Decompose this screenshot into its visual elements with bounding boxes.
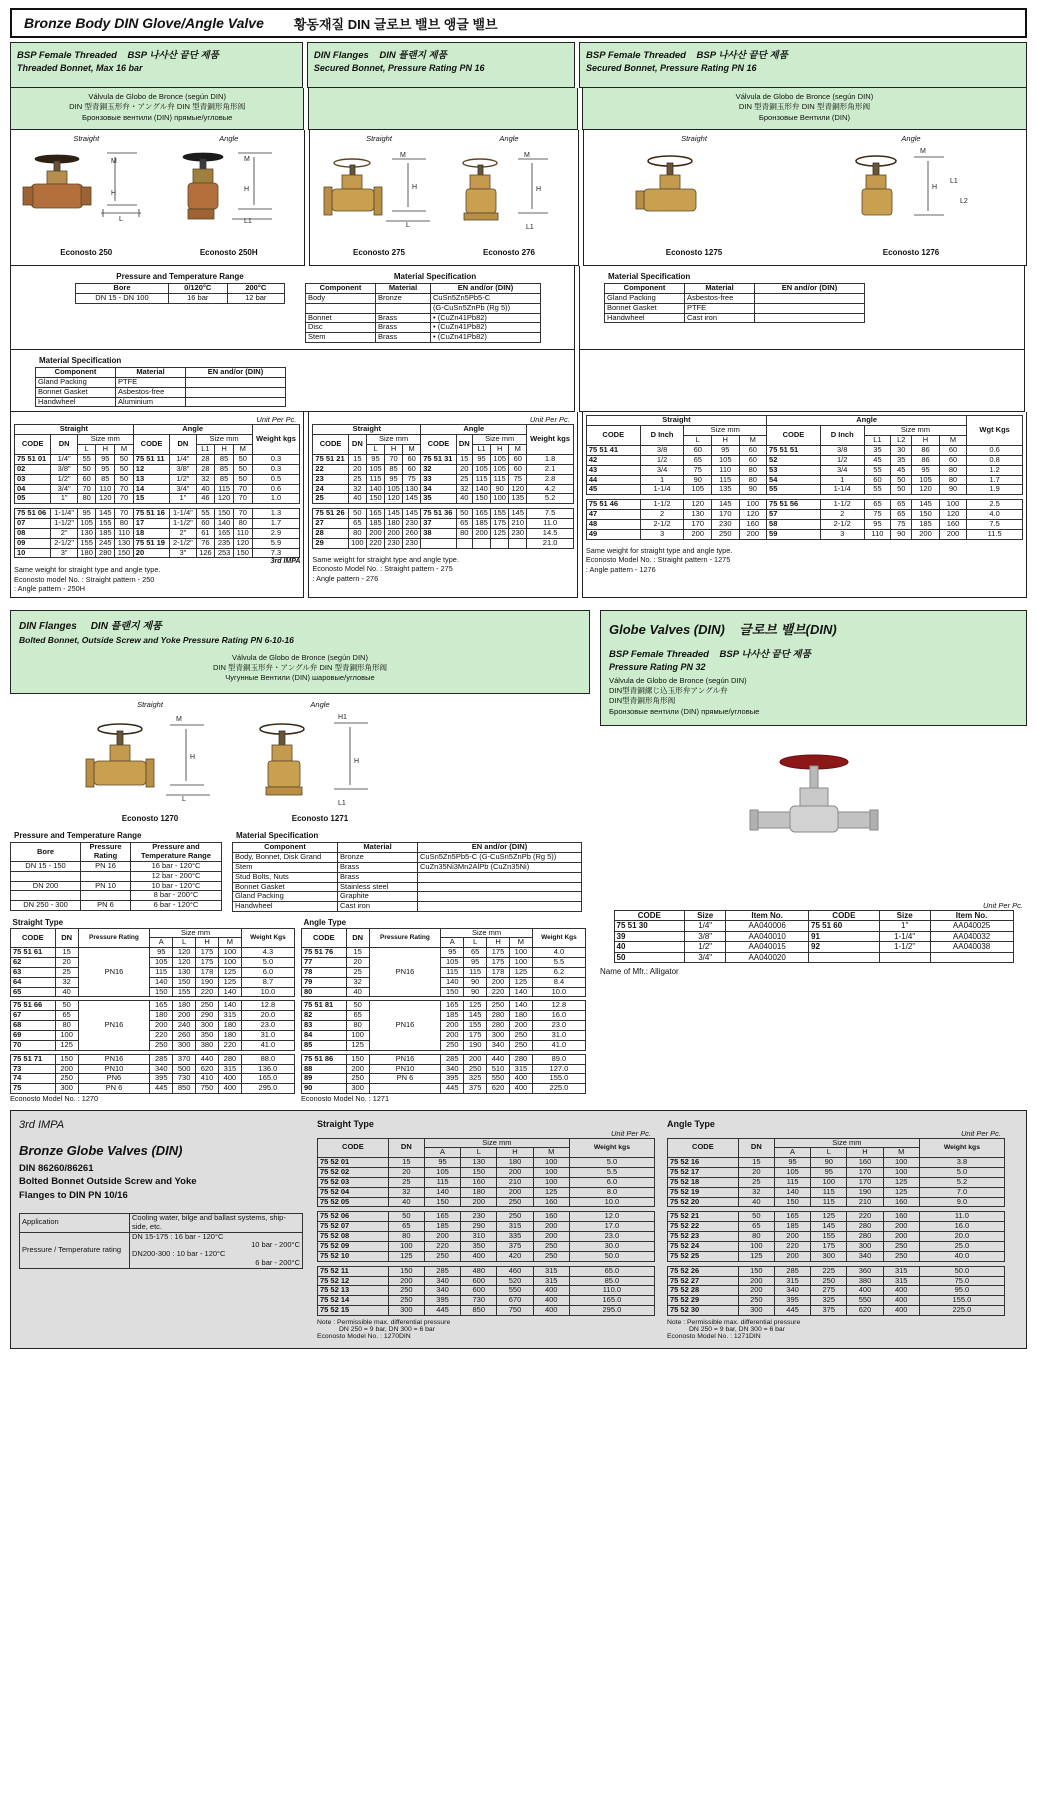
material-1-table: Component Material EN and/or (DIN) Body Bronze CuSn5Zn5Pb5-C (G-CuSn5ZnPb (Rg 5)) Bonnet Brass • (CuZn41Pb82) Disc Brass • (CuZn41Pb82) Stem Brass • (CuZn41Pb82)	[305, 283, 541, 343]
svg-text:M: M	[111, 158, 117, 165]
table-row: 75 52 26 150 285 225 360 315 50.0	[668, 1266, 1005, 1276]
impa-note-left: Note : Permissible max. differential pressure DN 250 = 9 bar, DN 300 = 6 bar Econosto Model No. : 1270DIN	[317, 1318, 451, 1340]
globe-din-l2-kr: BSP 나사산 끝단 제품	[719, 648, 811, 660]
table-row: 68 80 200 240 300 180 23.0	[11, 1021, 295, 1031]
table-row: 75 52 21 50 165 125 220 160 11.0	[668, 1212, 1005, 1222]
table-row: 75 51 41 3/8 60 95 60 75 51 51 3/8 35 30 86 60 0.6	[586, 445, 1022, 455]
din-flanges-l2: Bolted Bonnet, Outside Screw and Yoke Pressure Rating PN 6-10-16	[19, 634, 294, 645]
table-row: Stud Bolts, Nuts Brass	[233, 872, 582, 882]
table-1270-row	[10, 918, 590, 1103]
unit-per-pc-250: Unit Per Pc.	[256, 415, 297, 425]
table-row: 75 52 14 250 395 730 670 400 165.0	[318, 1296, 655, 1306]
section-2	[10, 610, 1027, 1104]
table-row: 12 bar - 200°C	[11, 871, 222, 881]
figure-caption-276: Econosto 276	[482, 248, 535, 257]
table-row: 75 52 11 150 285 480 460 315 65.0	[318, 1266, 655, 1276]
spec-row-2-right-spacer	[579, 350, 1025, 412]
table-row: 75 52 17 20 105 95 170 100 5.0	[668, 1168, 1005, 1178]
svg-text:L: L	[119, 216, 123, 223]
table-row: 75 52 27 200 315 250 380 315 75.0	[668, 1276, 1005, 1286]
table-row: 64 32 140 150 190 125 8.7	[11, 977, 295, 987]
header-col-2	[307, 42, 575, 88]
desc-strip-2	[308, 88, 577, 130]
figure-caption-1270: Econosto 1270	[121, 814, 179, 824]
table-row: 75 51 86 150 PN16 285 200 440 280 89.0	[302, 1054, 586, 1064]
dimension-table-250: Straight Angle Weight kgs CODE DN Size mm CODE DN Size mm L H M L1 H M 75 51 01 1/4" 55 95 50 75 51 11 1/4" 28 85 50 0.3 02 3/8" 50 95 50 12 3/8" 28 85 50 0.3 03 1/2" 60 85 50 13 1/2" 32 85 50 0.5 04 3/4" 70 110 70 14 3/4" 40 115 70 0.6 05 1" 80 120 70 15 1" 46 120 70 1.0 75 51 06 1-1/4" 95 145 70 75 51 16 1-1/4" 55 150 70 1.3 07 1-1/2" 105 155 80 17 1-1/2" 60 140 80 1.7 08 2" 130 185 110 18 2" 61 165 110 2.9 09 2-1/2" 155 245 130 75 51 19 2-1/2" 76 235 120 5.9 10 3" 180 280 150 20 3" 126 253 150 7.3	[14, 424, 300, 558]
table-row: 75 52 29 250 395 325 550 400 155.0	[668, 1296, 1005, 1306]
svg-text:M: M	[400, 152, 406, 159]
note-1271: Econosto Model No. : 1271	[301, 1094, 390, 1104]
figure-label-angle: Angle	[219, 134, 239, 143]
pt-range-1-title: Pressure and Temperature Range	[116, 272, 244, 281]
header-col-3-l2: Secured Bonnet, Pressure Rating PN 16	[586, 63, 757, 73]
figure-box-1275	[583, 130, 1027, 266]
table-row: 75 52 01 15 95 130 180 100 5.0	[318, 1158, 655, 1168]
header-col-1-kr: BSP 나사산 끝단 제품	[127, 50, 219, 61]
valve-drawing-1275	[624, 143, 754, 243]
table-row: 8 bar - 200°C	[11, 891, 222, 901]
table-row: 75 51 21 15 95 70 60 75 51 31 15 95 105 60 1.8	[313, 454, 573, 464]
top-header-row	[10, 42, 1027, 88]
header-col-2-en: DIN Flanges	[313, 50, 369, 61]
table-row: 45 1-1/4 105 135 90 55 1-1/4 55 50 120 90 1.9	[586, 485, 1022, 495]
svg-text:M: M	[243, 156, 250, 163]
table-row: 75 52 08 80 200 310 335 200 23.0	[318, 1232, 655, 1242]
table-row: 02 3/8" 50 95 50 12 3/8" 28 85 50 0.3	[15, 464, 300, 474]
table-row: 88 200 PN10 340 250 510 315 127.0	[302, 1064, 586, 1074]
figure-box-275	[309, 130, 579, 266]
table-row: Pressure / Temperature rating DN 15-175 : 16 bar - 120°C 10 bar - 200°C DN200-300 : 10 bar - 120°C 6 bar - 200°C	[20, 1232, 303, 1268]
table-row: 50 3/4" AA040020	[614, 952, 1013, 962]
note-1275: Same weight for straight type and angle type. Econosto Model No. : Straight pattern - 1275 : Angle pattern - 1276	[585, 545, 733, 574]
valve-drawing-276	[444, 143, 572, 243]
unit-per-pc-globe: Unit Per Pc.	[982, 900, 1023, 910]
impa-left	[11, 1111, 311, 1348]
svg-text:H: H	[190, 754, 196, 762]
globe-din-table: CODE Size Item No. CODE Size Item No. 75 51 30 1/4" AA040006 75 51 60 1" AA040025 39 3/8" AA040010 91 1-1/4" AA040032 40 1/2" AA040015 92 1-1/2" AA040038 50 3/4" AA040020	[614, 910, 1014, 963]
page-title	[10, 8, 1027, 38]
page-title-kr: 황동재질 DIN 글로브 밸브 앵글 밸브	[293, 16, 498, 32]
figure-label-straight: Straight	[73, 134, 100, 143]
impa-sub-1: Bolted Bonnet Outside Screw and Yoke	[19, 1176, 197, 1188]
note-275: Same weight for straight type and angle type. Econosto Model No. : Straight pattern - 275 : Angle pattern - 276	[312, 554, 459, 583]
dimension-table-1275: Straight Angle Wgt Kgs CODE D Inch Size mm CODE D Inch Size mm L H M L1 L2 H M 75 51 41 3/8 60 95 60 75 51 51 3/8 35 30 86 60 0.6 42 1/2 65 105 60 52 1/2 45 35 86 60 0.8 43 3/4 75 110 80 53 3/4 55 45 95 80 1.2 44 1 90 115 80 54 1 60 50 105 80 1.7 45 1-1/4 105 135 90 55 1-1/4 55 50 120 90 1.9 75 51 46 1-1/2 120 145 100 75 51 56 1-1/2 65 65 145 100 2.5 47 2 130 170 120 57 2 75 65 150 120 4.0 48 2-1/2 170 230 160 58 2-1/2 95 75 185 160 7.5 49 3 200 250 200 59 3 110 90 200 200 11.5	[586, 415, 1023, 539]
table-row: 75 52 20 40 150 115 210 160 9.0	[668, 1197, 1005, 1207]
table-row: 79 32 140 90 200 125 8.4	[302, 977, 586, 987]
globe-din-header: Globe Valves (DIN) 글로브 밸브(DIN) BSP Female Threaded BSP 나사산 끝단 제품 Pressure Rating PN 32 Válvula de Globo de Bronce (según DIN) DIN型青銅縲じ込玉形弁アングル弁 DIN型青銅形角形阀 Бронзовые вентили (DIN) прямые/угловые	[600, 610, 1027, 726]
dimension-tables-row	[10, 412, 1027, 597]
table-row: 77 20 105 95 175 100 5.5	[302, 958, 586, 968]
table-1271-angle: Angle Type CODE DN Pressure Rating Size mm Weight Kgs A L H M 75 51 76 15 PN16 95 65 175 100 4.0 77 20 105 95 175 100 5.5 78 25 115 115 178 125 6.2 79 32 140 90 200 125 8.4 80 40 150 90 220 140 10.0 75 51 81 50 PN16 165 125 250 140 12.8 82 65 185 145 280 180 16.0 83 80 200 155 280 200 23.0 84 100 200 175 300 250 31.0 85 125 250 190 340 250 41.0 75 51 86 150 PN16 285 200 440 280 89.0 88 200 PN10 340 250 510 315 127.0 89 250 PN 6 395 325 550 400 155.0 90 300 445 375 620 400 225.0	[301, 918, 586, 1094]
table-row: 90 300 445 375 620 400 225.0	[302, 1084, 586, 1094]
material-3-table: Component Material EN and/or (DIN) Gland Packing Asbestos-free Bonnet Gasket PTFE Handwheel Cast iron	[604, 283, 865, 323]
table-row: 75 52 18 25 115 100 170 125 5.2	[668, 1177, 1005, 1187]
table-row: 78 25 115 115 178 125 6.2	[302, 967, 586, 977]
table-row: 75 52 25 125 200 300 340 250 40.0	[668, 1251, 1005, 1261]
table-row: 05 1" 80 120 70 15 1" 46 120 70 1.0	[15, 494, 300, 504]
impa-straight-unit: Unit Per Pc.	[610, 1128, 651, 1138]
table-row: 73 200 PN10 340 500 620 315 136.0	[11, 1064, 295, 1074]
impa-din: DIN 86260/86261	[19, 1162, 94, 1174]
desc-strip-1: Válvula de Globo de Bronce (según DIN) DIN 型青銅玉形弁・アングル弁 DIN 型青銅形角形阀 Бронзовые вентили (DIN) прямые/угловые	[10, 88, 304, 130]
globe-din-l3: Pressure Rating PN 32	[609, 661, 706, 672]
dimension-table-275: Straight Angle Weight kgs CODE DN Size mm CODE DN Size mm L H M L1 H M 75 51 21 15 95 70 60 75 51 31 15 95 105 60 1.8 22 20 105 85 60 32 20 105 105 60 2.1 23 25 115 95 75 33 25 115 115 75 2.8 24 32 140 105 130 34 32 140 90 120 4.2 25 40 150 120 145 35 40 150 100 135 5.2 75 51 26 50 165 145 145 75 51 36 50 165 155 145 7.5 27 65 185 180 230 37 65 185 175 210 11.0 28 80 200 200 260 38 80 200 125 230 14.5 29 100 220 230 230 21.0	[312, 424, 573, 548]
figure-caption-1271: Econosto 1271	[291, 814, 349, 824]
svg-text:H1: H1	[338, 714, 347, 722]
table-row: DN 200 PN 10 10 bar - 120°C	[11, 881, 222, 891]
impa-angle-table: CODE DN Size mm Weight kgs A L H M 75 52 16 15 95 90 160 100 3.8 75 52 17 20 105 95 170 100 5.0 75 52 18 25 115 100 170 125 5.2 75 52 19 32 140 115 190 125 7.0 75 52 20 40 150 115 210 160 9.0 75 52 21 50 165 125 220 160 11.0 75 52 22 65 185 145 280 200 16.0 75 52 23 80 200 155 280 200 20.0 75 52 24 100 220 175 300 250 25.0 75 52 25 125 200 300 340 250 40.0 75 52 26 150 285 225 360 315 50.0 75 52 27 200 315 250 380 315 75.0 75 52 28 200 340 275 400 400 95.0 75 52 29 250 395 325 550 400 155.0 75 52 30 300 445 375 620 400 225.0	[667, 1138, 1005, 1316]
spec-row-2	[10, 350, 1027, 412]
svg-text:L: L	[406, 222, 410, 229]
table-row: 10 3" 180 280 150 20 3" 126 253 150 7.3	[15, 548, 300, 558]
pt-range-1-box	[10, 266, 575, 350]
table-row: 23 25 115 95 75 33 25 115 115 75 2.8	[313, 474, 573, 484]
table-row: 49 3 200 250 200 59 3 110 90 200 200 11.5	[586, 529, 1022, 539]
table-row: 27 65 185 180 230 37 65 185 175 210 11.0	[313, 519, 573, 529]
table-row: 67 65 180 200 290 315 20.0	[11, 1011, 295, 1021]
svg-text:L: L	[182, 796, 186, 804]
table-row: 75 52 24 100 220 175 300 250 25.0	[668, 1242, 1005, 1252]
table-row: 24 32 140 105 130 34 32 140 90 120 4.2	[313, 484, 573, 494]
material-4-title: Material Specification	[236, 831, 319, 841]
table-row: 75 300 PN 6 445 850 750 400 295.0	[11, 1084, 295, 1094]
table-row: 07 1-1/2" 105 155 80 17 1-1/2" 60 140 80 1.7	[15, 519, 300, 529]
table-row: 75 52 03 25 115 160 210 100 6.0	[318, 1177, 655, 1187]
figure-label-angle-1271: Angle	[310, 700, 330, 710]
material-3-box	[579, 266, 1025, 350]
header-col-3-green	[580, 43, 1026, 87]
figure-label-angle-2: Angle	[499, 134, 519, 143]
pt-range-1-table: Bore 0/120°C 200°C DN 15 - DN 100 16 bar 12 bar	[75, 283, 285, 304]
din-flanges-kr: DIN 플랜지 제품	[90, 620, 162, 632]
material-1-title: Material Specification	[393, 272, 477, 281]
table-row: 75 52 10 125 250 400 420 250 50.0	[318, 1251, 655, 1261]
desc-strip-3: Válvula de Globo de Bronce (según DIN) DIN 型青銅玉形弁 DIN 型青銅形角形阀 Бронзовые Вентили (DIN)	[582, 88, 1027, 130]
table-row: 80 40 150 90 220 140 10.0	[302, 987, 586, 997]
material-2-title: Material Specification	[39, 356, 122, 366]
table-row: 75 51 26 50 165 145 145 75 51 36 50 165 155 145 7.5	[313, 509, 573, 519]
impa-angle-header: Angle Type	[667, 1118, 715, 1129]
svg-text:H: H	[412, 184, 418, 191]
table-row: 09 2-1/2" 155 245 130 75 51 19 2-1/2" 76 235 120 5.9	[15, 538, 300, 548]
table-row: 84 100 200 175 300 250 31.0	[302, 1031, 586, 1041]
impa-band	[10, 1110, 1027, 1349]
table-row: 75 52 15 300 445 850 750 400 295.0	[318, 1306, 655, 1316]
table-row: 29 100 220 230 230 21.0	[313, 538, 573, 548]
table-row: 47 2 130 170 120 57 2 75 65 150 120 4.0	[586, 510, 1022, 520]
table-row: DN 250 - 300 PN 6 6 bar - 120°C	[11, 901, 222, 911]
table-row: 75 51 06 1-1/4" 95 145 70 75 51 16 1-1/4" 55 150 70 1.3	[15, 509, 300, 519]
table-row: Handwheel Cast iron	[233, 902, 582, 912]
material-3-title: Material Specification	[608, 272, 691, 281]
table-row: 75 51 46 1-1/2 120 145 100 75 51 56 1-1/2 65 65 145 100 2.5	[586, 500, 1022, 510]
din-flanges-en: DIN Flanges	[19, 620, 77, 632]
valve-drawing-250	[15, 143, 155, 243]
table-row: DN 15 - 150 PN 16 16 bar - 120°C	[11, 861, 222, 871]
figure-label-angle-3: Angle	[901, 134, 921, 143]
svg-text:M: M	[524, 152, 530, 159]
globe-din-figure	[600, 726, 1027, 901]
table-row: 75 51 81 50 PN16 165 125 250 140 12.8	[302, 1001, 586, 1011]
impa-title: Bronze Globe Valves (DIN)	[19, 1142, 183, 1158]
impa-angle-unit: Unit Per Pc.	[960, 1128, 1001, 1138]
figure-label-straight-1270: Straight	[137, 700, 163, 710]
table-row: 75 52 13 250 340 600 550 400 110.0	[318, 1286, 655, 1296]
svg-text:M: M	[920, 148, 926, 155]
table-row: 65 40 150 155 220 140 10.0	[11, 987, 295, 997]
watermark-impa-1: 3rd IMPA	[270, 558, 301, 566]
header-col-3-kr: BSP 나사산 끝단 제품	[696, 50, 788, 61]
table-row: 40 1/2" AA040015 92 1-1/2" AA040038	[614, 942, 1013, 952]
valve-drawing-1276	[836, 143, 986, 243]
figure-caption-1275: Econosto 1275	[665, 248, 723, 257]
table-row: 75 52 16 15 95 90 160 100 3.8	[668, 1158, 1005, 1168]
header-col-1-en: BSP Female Threaded	[17, 50, 117, 61]
note-250: Same weight for straight type and angle type. Econosto model No. : Straight pattern - 250 : Angle pattern - 250H	[14, 565, 161, 594]
table-1270-straight: Straight Type CODE DN Pressure Rating Size mm Weight Kgs A L H M 75 51 61 15 PN16 95 120 175 100 4.3 62 20 105 120 175 100 5.0 63 25 115 130 178 125 6.0 64 32 140 150 190 125 8.7 65 40 150 155 220 140 10.0 75 51 66 50 PN16 165 180 250 140 12.8 67 65 180 200 290 315 20.0 68 80 200 240 300 180 23.0 69 100 220 260 350 180 31.0 70 125 250 300 380 220 41.0 75 51 71 150 PN16 285 370 440 280 88.0 73 200 PN10 340 500 620 315 136.0 74 250 PN6 395 730 410 400 165.0 75 300 PN 6 445 850 750 400 295.0	[10, 918, 295, 1094]
svg-text:L1: L1	[243, 218, 252, 225]
svg-text:H: H	[354, 758, 360, 766]
table-row: 83 80 200 155 280 200 23.0	[302, 1021, 586, 1031]
material-2-table: Component Material EN and/or (DIN) Gland Packing PTFE Bonnet Gasket Asbestos-free Handwheel Aluminium	[35, 367, 286, 407]
header-col-3	[579, 42, 1027, 88]
figure-caption-275: Econosto 275	[352, 248, 405, 257]
valve-drawing-250h	[158, 143, 298, 243]
svg-text:L2: L2	[960, 198, 968, 205]
svg-text:M: M	[176, 716, 182, 724]
impa-straight-table: CODE DN Size mm Weight kgs A L H M 75 52 01 15 95 130 180 100 5.0 75 52 02 20 105 150 200 100 5.5 75 52 03 25 115 160 210 100 6.0 75 52 04 32 140 180 200 125 8.0 75 52 05 40 150 200 250 160 10.0 75 52 06 50 165 230 250 160 12.0 75 52 07 65 185 290 315 200 17.0 75 52 08 80 200 310 335 200 23.0 75 52 09 100 220 350 375 250 30.0 75 52 10 125 250 400 420 250 50.0 75 52 11 150 285 480 460 315 65.0 75 52 12 200 340 600 520 315 85.0 75 52 13 250 340 600 550 400 110.0 75 52 14 250 395 730 670 400 165.0 75 52 15 300 445 850 750 400 295.0	[317, 1138, 655, 1316]
impa-note-right: Note : Permissible max. differential pressure DN 250 = 9 bar, DN 300 = 6 bar Econosto Model No. : 1271DIN	[667, 1318, 801, 1340]
table-row: Body, Bonnet, Disk Grand Bronze CuSn5Zn5Pb5-C (G-CuSn5ZnPb (Rg 5))	[233, 853, 582, 863]
table-row: 69 100 220 260 350 180 31.0	[11, 1031, 295, 1041]
header-col-2-kr: DIN 플랜지 제품	[379, 50, 447, 61]
material-4-table: Component Material EN and/or (DIN) Body, Bonnet, Disk Grand Bronze CuSn5Zn5Pb5-C (G-CuSn5ZnPb (Rg 5)) Stem Brass CuZn35Ni3Mn2AlPb (CuZn35Ni) Stud Bolts, Nuts Brass Bonnet Gasket Stainless steel Gland Packing Graphite Handwheel Cast iron	[232, 842, 582, 912]
impa-angle	[661, 1111, 1011, 1348]
note-1270: Econosto Model No. : 1270	[10, 1094, 99, 1104]
valve-drawing-275	[314, 143, 442, 243]
table-row: 75 51 01 1/4" 55 95 50 75 51 11 1/4" 28 85 50 0.3	[15, 454, 300, 464]
impa-tag: 3rd IMPA	[19, 1118, 65, 1131]
desc-strip-row	[10, 88, 1027, 130]
table-row: 48 2-1/2 170 230 160 58 2-1/2 95 75 185 160 7.5	[586, 519, 1022, 529]
din-flanges-block	[10, 610, 590, 1104]
pt-range-2-table: Bore Pressure Rating Pressure and Temperature Range DN 15 - 150 PN 16 16 bar - 120°C 12 bar - 200°C DN 200 PN 10 10 bar - 120°C 8 bar - 200°C DN 250 - 300 PN 6 6 bar - 120°C	[10, 842, 222, 911]
table-row: 89 250 PN 6 395 325 550 400 155.0	[302, 1074, 586, 1084]
table-row: 75 52 09 100 220 350 375 250 30.0	[318, 1242, 655, 1252]
table-row: Stem Brass CuZn35Ni3Mn2AlPb (CuZn35Ni)	[233, 862, 582, 872]
impa-straight	[311, 1111, 661, 1348]
table-row: 63 25 115 130 178 125 6.0	[11, 967, 295, 977]
figure-label-straight-3: Straight	[681, 134, 707, 143]
table-row: 70 125 250 300 380 220 41.0	[11, 1040, 295, 1050]
table-row: 62 20 105 120 175 100 5.0	[11, 958, 295, 968]
page-title-en: Bronze Body DIN Glove/Angle Valve	[24, 15, 264, 31]
dimension-table-1275-box	[582, 412, 1027, 597]
table-row: 08 2" 130 185 110 18 2" 61 165 110 2.9	[15, 528, 300, 538]
table-row: 75 51 61 15 PN16 95 120 175 100 4.3	[11, 948, 295, 958]
table-row: 28 80 200 200 260 38 80 200 125 230 14.5	[313, 528, 573, 538]
globe-din-kr: 글로브 밸브(DIN)	[739, 621, 837, 637]
globe-din-en: Globe Valves (DIN)	[609, 621, 725, 637]
valve-drawing-1271	[230, 709, 410, 809]
header-col-3-en: BSP Female Threaded	[586, 50, 686, 61]
globe-din-mfr: Name of Mfr.: Alligator	[600, 967, 679, 977]
table-row: 75 52 22 65 185 145 280 200 16.0	[668, 1222, 1005, 1232]
impa-sub-2: Flanges to DIN PN 10/16	[19, 1190, 128, 1202]
svg-text:L1: L1	[338, 800, 346, 808]
figure-label-straight-2: Straight	[366, 134, 392, 143]
header-col-1-green	[11, 43, 302, 87]
spec-row-3	[10, 829, 590, 912]
table-row: 75 52 02 20 105 150 200 100 5.5	[318, 1168, 655, 1178]
table-row: 25 40 150 120 145 35 40 150 100 135 5.2	[313, 494, 573, 504]
impa-straight-header: Straight Type	[317, 1118, 374, 1129]
table-row: 44 1 90 115 80 54 1 60 50 105 80 1.7	[586, 475, 1022, 485]
din-flanges-header: DIN Flanges DIN 플랜지 제품 Bolted Bonnet, Outside Screw and Yoke Pressure Rating PN 6-10-16 Válvula de Globo de Bronce (según DIN) DIN 型青銅玉形弁・アングル弁 DIN 型青銅形角形阀 Чугунные Вентили (DIN) шаровые/угловые	[10, 610, 590, 694]
dimension-table-250-box	[10, 412, 304, 597]
table-row: 43 3/4 75 110 80 53 3/4 55 45 95 80 1.2	[586, 465, 1022, 475]
table-row: 75 52 30 300 445 375 620 400 225.0	[668, 1306, 1005, 1316]
table-row: 03 1/2" 60 85 50 13 1/2" 32 85 50 0.5	[15, 474, 300, 484]
svg-text:H: H	[536, 186, 542, 193]
table-row: 75 52 07 65 185 290 315 200 17.0	[318, 1222, 655, 1232]
table-row: 75 51 76 15 PN16 95 65 175 100 4.0	[302, 948, 586, 958]
table-row: 75 52 05 40 150 200 250 160 10.0	[318, 1197, 655, 1207]
table-row: 74 250 PN6 395 730 410 400 165.0	[11, 1074, 295, 1084]
table-row: Gland Packing Graphite	[233, 892, 582, 902]
pt-range-2-title: Pressure and Temperature Range	[14, 831, 142, 841]
header-col-2-green	[308, 43, 574, 87]
table-row: 04 3/4" 70 110 70 14 3/4" 40 115 70 0.6	[15, 484, 300, 494]
table-row: 75 51 30 1/4" AA040006 75 51 60 1" AA040025	[614, 921, 1013, 931]
table-row: 22 20 105 85 60 32 20 105 105 60 2.1	[313, 464, 573, 474]
table-row: Application Cooling water, bilge and ballast systems, ship-side, etc.	[20, 1213, 303, 1232]
table-row: 75 51 66 50 PN16 165 180 250 140 12.8	[11, 1001, 295, 1011]
valve-drawing-1270	[70, 709, 230, 809]
table-row: 85 125 250 190 340 250 41.0	[302, 1040, 586, 1050]
table-row: 75 52 04 32 140 180 200 125 8.0	[318, 1187, 655, 1197]
table-row: 75 52 06 50 165 230 250 160 12.0	[318, 1212, 655, 1222]
header-col-1	[10, 42, 303, 88]
figure-caption-250: Econosto 250	[60, 248, 113, 257]
valve-drawing-globe-din	[714, 740, 914, 890]
spec-row-1	[10, 266, 1027, 350]
material-2-box	[10, 350, 575, 412]
globe-din-l2-en: BSP Female Threaded	[609, 648, 709, 660]
dimension-table-275-box	[308, 412, 577, 597]
globe-din-block	[600, 610, 1027, 1104]
table-row: 75 52 12 200 340 600 520 315 85.0	[318, 1276, 655, 1286]
header-col-1-l2: Threaded Bonnet, Max 16 bar	[17, 63, 143, 73]
table-row: Bonnet Gasket Stainless steel	[233, 882, 582, 892]
svg-text:H: H	[243, 186, 249, 193]
impa-app-table	[19, 1213, 303, 1269]
figure-caption-250h: Econosto 250H	[199, 248, 258, 257]
svg-text:L1: L1	[526, 224, 534, 231]
table-row: 75 52 28 200 340 275 400 400 95.0	[668, 1286, 1005, 1296]
svg-text:H: H	[932, 184, 938, 191]
svg-text:H: H	[111, 190, 117, 197]
table-row: 82 65 185 145 280 180 16.0	[302, 1011, 586, 1021]
table-row: 42 1/2 65 105 60 52 1/2 45 35 86 60 0.8	[586, 455, 1022, 465]
header-col-2-l2: Secured Bonnet, Pressure Rating PN 16	[313, 63, 485, 73]
figure-row	[10, 130, 1027, 266]
table-row: 75 51 71 150 PN16 285 370 440 280 88.0	[11, 1054, 295, 1064]
unit-per-pc-275: Unit Per Pc.	[529, 415, 570, 425]
table-row: 75 52 19 32 140 115 190 125 7.0	[668, 1187, 1005, 1197]
table-row: 75 52 23 80 200 155 280 200 20.0	[668, 1232, 1005, 1242]
figure-caption-1276: Econosto 1276	[882, 248, 940, 257]
svg-text:L1: L1	[950, 178, 958, 185]
table-row: 39 3/8" AA040010 91 1-1/4" AA040032	[614, 931, 1013, 941]
din-flanges-figures	[10, 694, 590, 823]
figure-box-250	[10, 130, 305, 266]
